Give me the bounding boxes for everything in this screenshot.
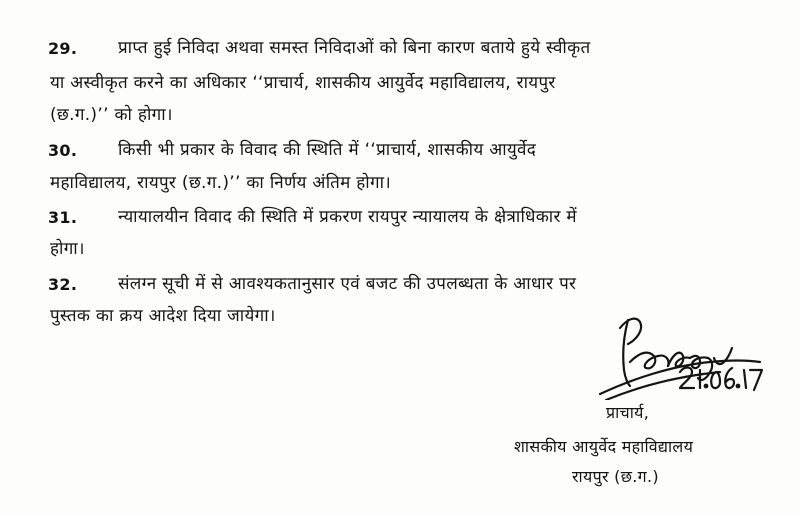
signatory-institution: शासकीय आयुर्वेद महाविद्यालय xyxy=(514,437,694,456)
clause-text-line: न्यायालयीन विवाद की स्थिति में प्रकरण रायपुर न्यायालय के क्षेत्राधिकार में xyxy=(118,207,577,227)
clause-number: 32. xyxy=(48,275,78,294)
handwritten-signature xyxy=(570,300,770,400)
clause-text-line: संलग्न सूची में से आवश्यकतानुसार एवं बजट की उपलब्धता के आधार पर xyxy=(118,274,577,294)
signature-drawing xyxy=(570,300,770,400)
clause-text-line: या अस्वीकृत करने का अधिकार ‘‘प्राचार्य, शासकीय आयुर्वेद महाविद्यालय, रायपुर xyxy=(50,73,556,93)
clause-number: 31. xyxy=(48,208,78,227)
signatory-designation: प्राचार्य, xyxy=(606,403,650,422)
clause-text-line: महाविद्यालय, रायपुर (छ.ग.)’’ का निर्णय अंतिम होगा। xyxy=(50,173,392,193)
clause-number: 29. xyxy=(48,39,78,58)
signatory-city: रायपुर (छ.ग.) xyxy=(572,467,659,486)
clause-number: 30. xyxy=(48,141,78,160)
clause-text-line: होगा। xyxy=(50,239,85,259)
clause-text-line: (छ.ग.)’’ को होगा। xyxy=(50,105,173,125)
clause-text-line: प्राप्त हुई निविदा अथवा समस्त निविदाओं को बिना कारण बताये हुये स्वीकृत xyxy=(118,38,591,58)
clause-text-line: किसी भी प्रकार के विवाद की स्थिति में ‘‘प्राचार्य, शासकीय आयुर्वेद xyxy=(118,140,537,160)
clause-text-line: पुस्तक का क्रय आदेश दिया जायेगा। xyxy=(50,306,276,326)
